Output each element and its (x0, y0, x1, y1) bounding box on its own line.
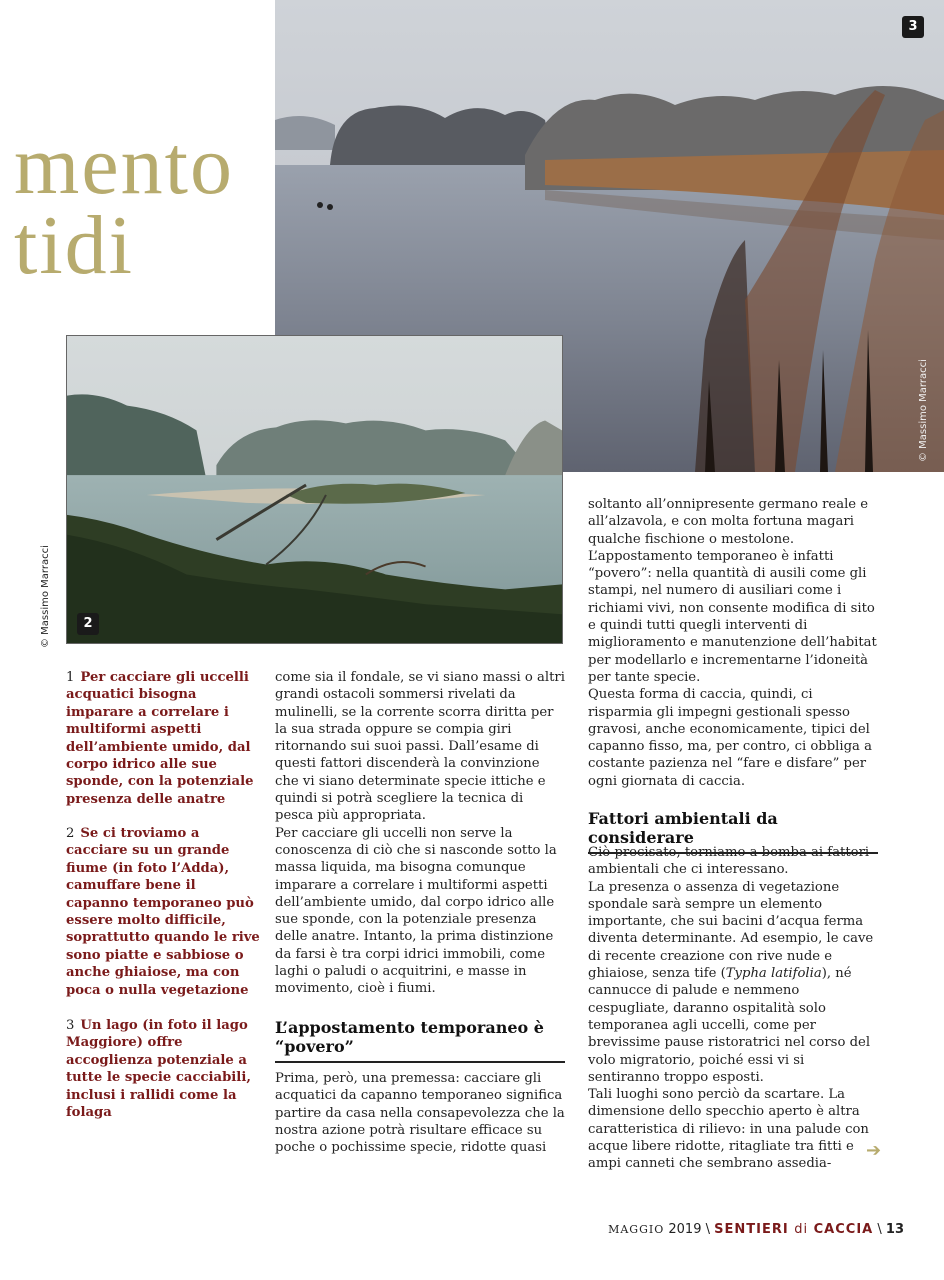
photo-3-badge: 3 (902, 16, 924, 38)
body-column-2 (275, 669, 565, 998)
body-paragraph: come sia il fondale, se vi siano massi o altri grandi ostacoli sommersi rivelati da mulinelli, se la corrente scorra diritta per la sua strada oppure se compia giri ritornando sui suoi passi. Dall’esame di questi fattori discenderà la convinzione che vi siano determinate specie ittiche e quindi si potrà scegliere la tecnica di pesca più appropriata. (275, 670, 565, 824)
body-column-3 (588, 496, 878, 790)
photo-2-badge: 2 (77, 613, 99, 635)
body-text: La presenza o assenza di vegetazione spondale sarà sempre un elemento importante, che sui bacini d’acqua ferma diventa determinante. Ad esempio, le cave di recente creazione con rive nude e ghiaiose, senza tife ( (588, 879, 874, 982)
caption-1-text: Per cacciare gli uccelli acquatici bisogna imparare a correlare i multiformi aspetti dell’ambiente umido, dal corpo idrico alle sue sponde, con la potenziale presenza delle anatre (66, 670, 254, 807)
body-paragraph (588, 879, 878, 1087)
title-line-1: mento (14, 119, 234, 212)
body-paragraph: Per cacciare gli uccelli non serve la conoscenza di ciò che si nasconde sotto la massa liquida, ma bisogna comunque imparare a correlare i multiformi aspetti dell’ambiente umido, dal corpo idrico alle sue sponde, con la potenziale presenza delle anatre. Intanto, la prima distinzione da farsi è tra corpi idrici immobili, come laghi o paludi o acquitrini, e masse in movimento, cioè i fiumi. (275, 825, 557, 997)
caption-2-text: Se ci troviamo a cacciare su un grande fiume (in foto l’Adda), camuffare bene il capanno temporaneo può essere molto difficile, soprattutto quando le rive sono piatte e sabbiose o anche ghiaiose, ma con poca o nulla vegetazione (66, 826, 260, 998)
page-footer (608, 1222, 904, 1237)
body-paragraph: Prima, però, una premessa: cacciare gli acquatici da capanno temporaneo significa partire da casa nella consapevolezza che la nostra azione potrà risultare efficace su poche o pochissime specie, ridotte quasi (275, 1071, 565, 1156)
body-paragraph: soltanto all’onnipresente germano reale e all’alzavola, e con molta fortuna magari qualche fischione o mestolone. (588, 497, 869, 547)
caption-2 (66, 825, 262, 999)
magazine-name-part: SENTIERI (714, 1222, 789, 1237)
caption-3-text: Un lago (in foto il lago Maggiore) offre accoglienza potenziale a tutte le specie cacciabili, inclusi i rallidi come la folaga (66, 1018, 251, 1121)
caption-3 (66, 1017, 262, 1121)
caption-1 (66, 669, 262, 808)
body-column-2-continued (275, 1070, 565, 1156)
magazine-name (714, 1222, 873, 1237)
page-number: 13 (885, 1222, 904, 1237)
caption-1-number: 1 (66, 670, 75, 685)
footer-separator: \ (877, 1222, 882, 1237)
caption-2-number: 2 (66, 826, 75, 841)
photo-river (66, 335, 563, 644)
footer-separator: \ (705, 1222, 710, 1237)
photo-2-credit: © Massimo Marracci (40, 545, 51, 648)
body-paragraph: Ciò precisato, torniamo a bomba ai fattori ambientali che ci interessano. (588, 845, 870, 878)
body-column-3-continued (588, 844, 878, 1173)
magazine-name-part: CACCIA (813, 1222, 874, 1237)
body-paragraph: Tali luoghi sono perciò da scartare. La dimensione dello specchio aperto è altra caratteristica di rilievo: in una palude con acque libere ridotte, ritagliate tra fitti e ampi canneti che sembrano assedia- (588, 1087, 869, 1172)
body-text: ), né cannucce di palude e nemmeno cespugliate, daranno ospitalità solo temporanea agli uccelli, come per brevissime pause ristoratrici nel corso del volo migratorio, poiché essi vi si sentiranno troppo esposti. (588, 966, 871, 1085)
footer-month: MAGGIO (608, 1223, 665, 1236)
magazine-name-part: di (794, 1222, 809, 1237)
title-line-2: tidi (14, 199, 135, 292)
photo-3-credit: © Massimo Marracci (918, 359, 929, 462)
species-name: Typha latifolia (725, 966, 822, 982)
body-paragraph: Questa forma di caccia, quindi, ci risparmia gli impegni gestionali spesso gravosi, anche economicamente, tipici del capanno fisso, ma, per contro, ci obbliga a costante pazienza nel “fare e disfare” per ogni giornata di caccia. (588, 687, 872, 789)
continue-arrow-icon: ➔ (866, 1140, 882, 1161)
footer-year: 2019 (668, 1222, 702, 1237)
section-heading-fattori: Fattori ambientali da considerare (588, 809, 878, 854)
body-paragraph: L’appostamento temporaneo è infatti “povero”: nella quantità di ausili come gli stampi, nel numero di ausiliari come i richiami vivi, non consente modifica di sito e quindi tutti quegli interventi di miglioramento e manutenzione dell’habitat per modellarlo e incrementarne l’idoneità per tante specie. (588, 548, 877, 685)
caption-3-number: 3 (66, 1018, 75, 1033)
section-heading-appostamento: L’appostamento temporaneo è “povero” (275, 1018, 565, 1063)
